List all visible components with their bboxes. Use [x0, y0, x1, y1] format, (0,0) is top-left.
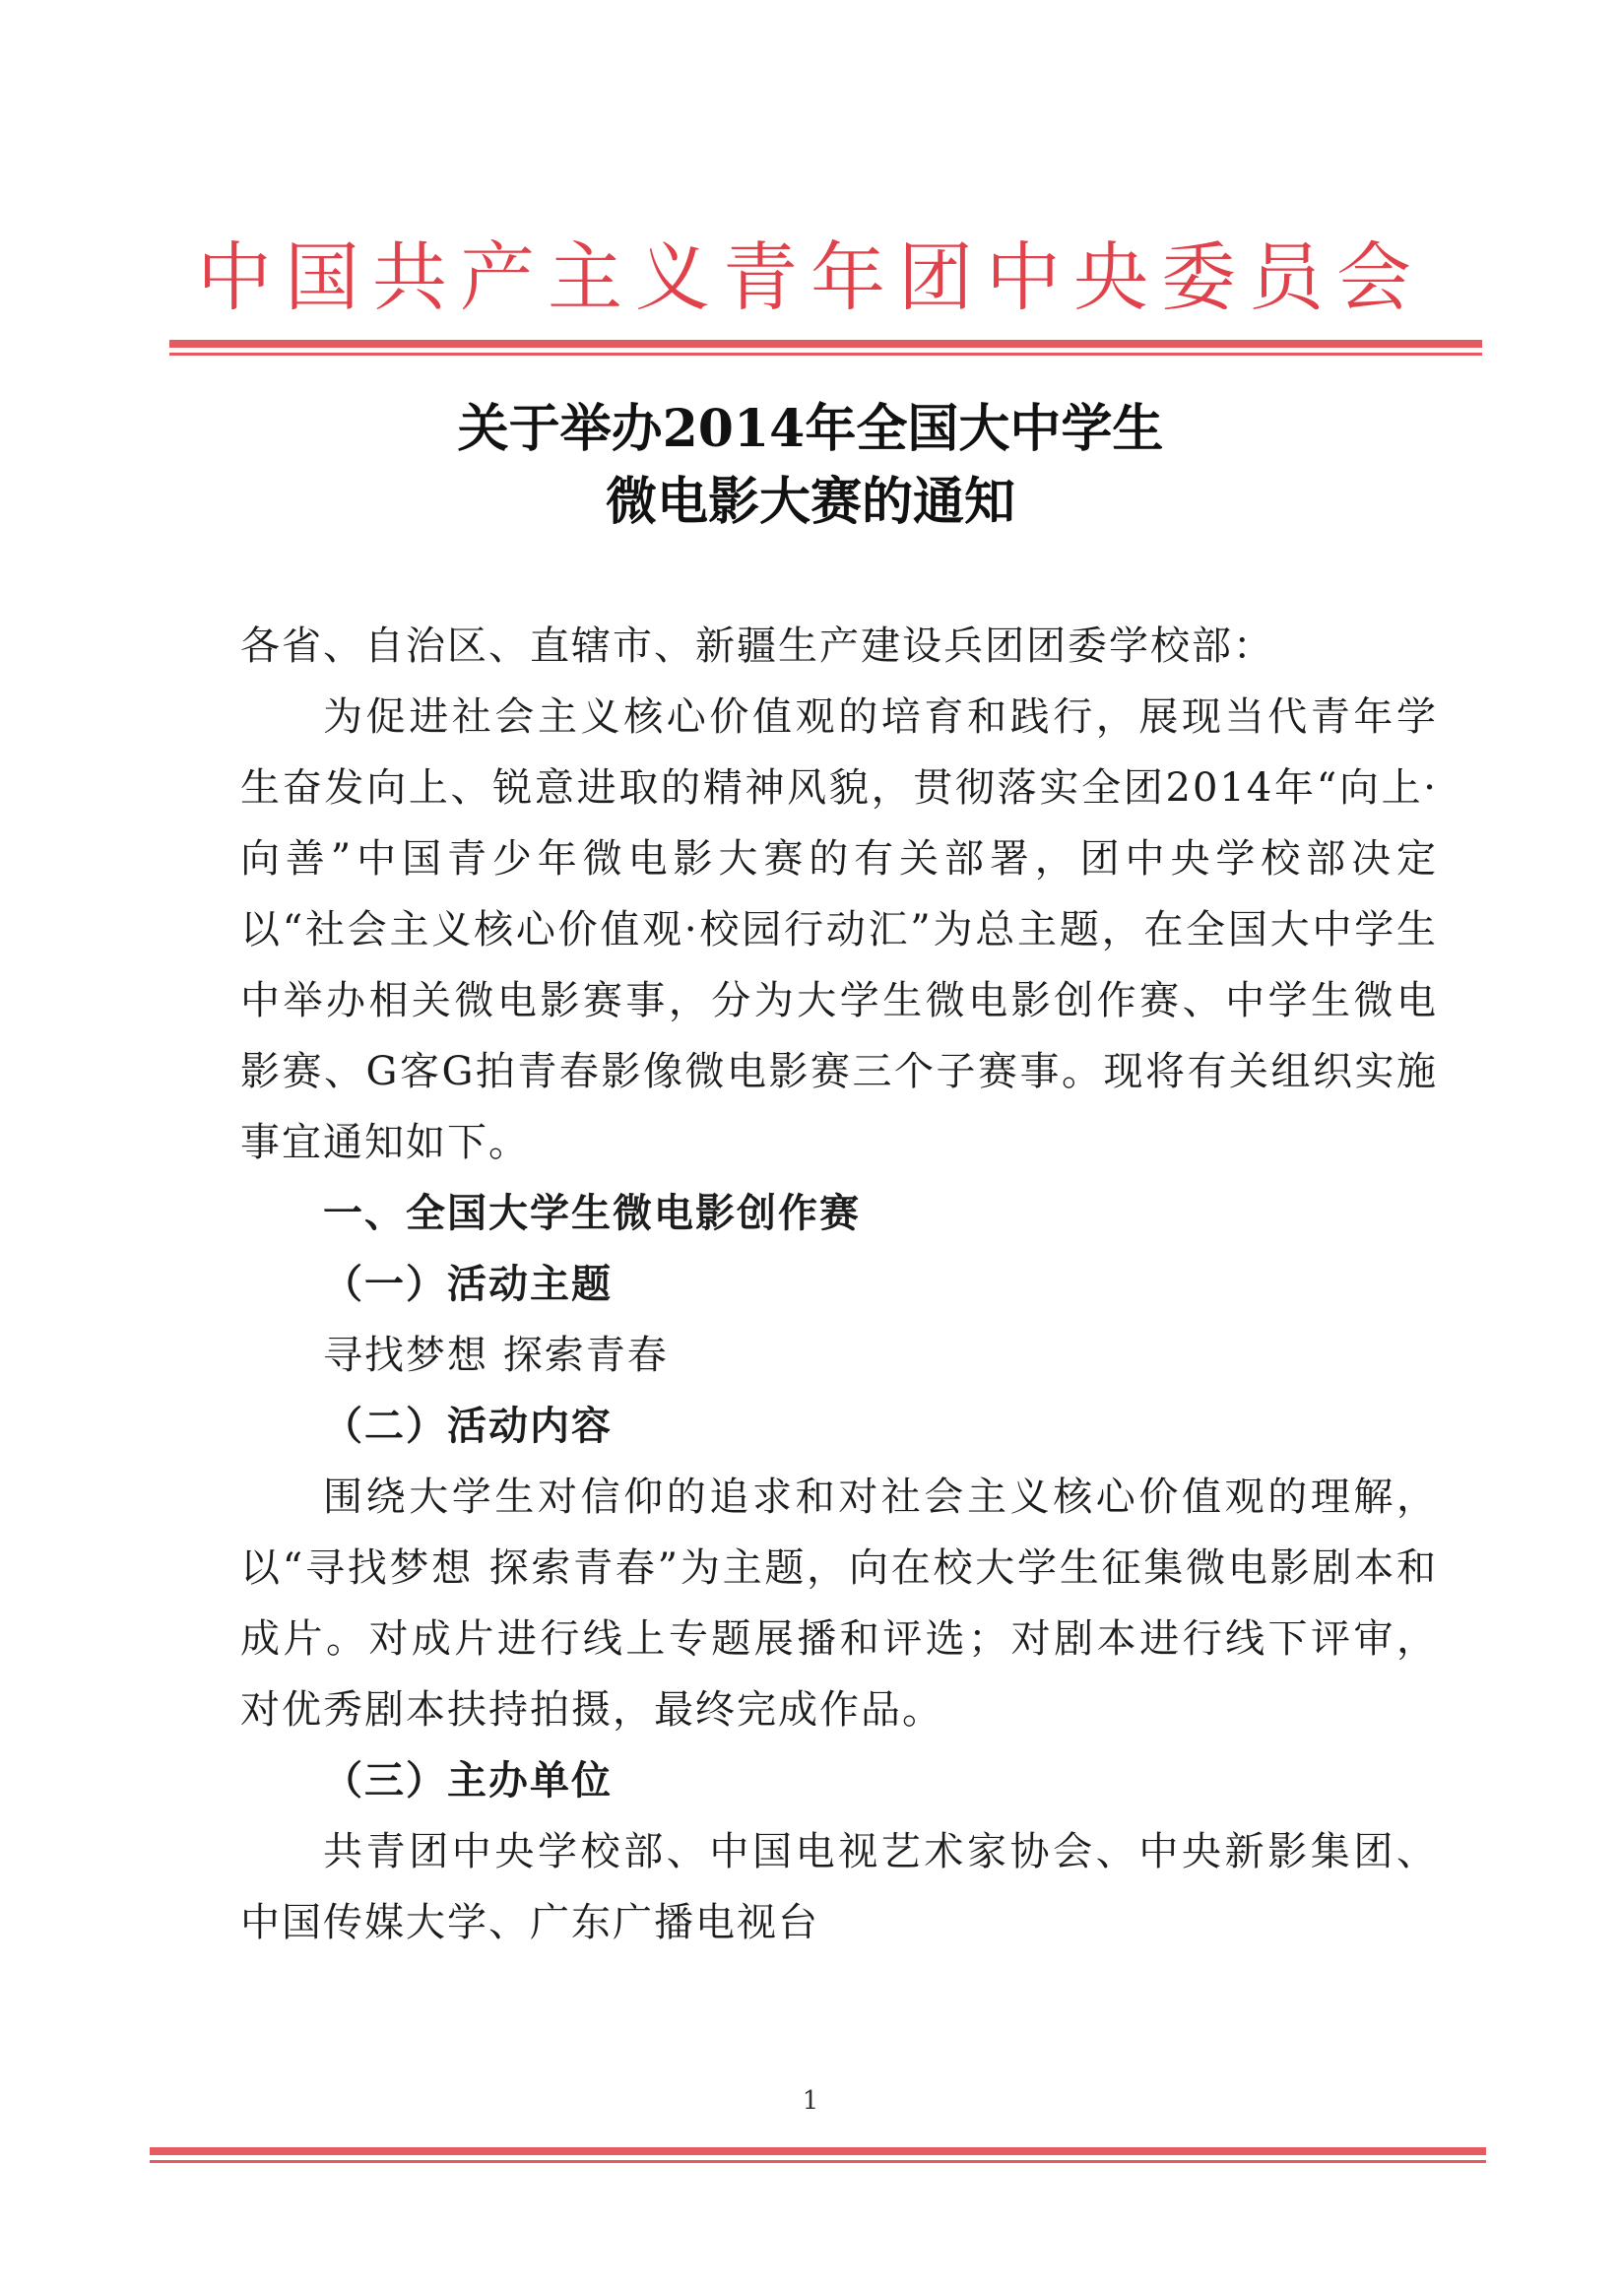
letterhead-rule-thick [169, 340, 1482, 348]
intro-paragraph: 为促进社会主义核心价值观的培育和践行，展现当代青年学生奋发向上、锐意进取的精神风貌，贯彻落实全团2014年“向上·向善”中国青少年微电影大赛的有关部署，团中央学校部决定以“社会主义核心价值观·校园行动汇”为总主题，在全国大中学生中举办相关微电影赛事，分为大学生微电影创作赛、中学生微电影赛、G客G拍青春影像微电影赛三个子赛事。现将有关组织实施事宜通知如下。 [240, 694, 1438, 1165]
letterhead-rule-thin [169, 353, 1482, 356]
footer-rule-thick [150, 2147, 1486, 2155]
document-body [240, 611, 1438, 1958]
organizer-paragraph: 共青团中央学校部、中国电视艺术家协会、中央新影集团、中国传媒大学、广东广播电视台 [240, 1829, 1438, 1945]
letterhead: 中国共产主义青年团中央委员会 [197, 233, 1424, 321]
section-heading: 一、全国大学生微电影创作赛 [323, 1191, 861, 1236]
content-heading: （二）活动内容 [323, 1403, 613, 1449]
theme-heading: （一）活动主题 [323, 1261, 613, 1307]
footer-rule-thin [150, 2160, 1486, 2163]
theme-text: 寻找梦想 探索青春 [323, 1333, 669, 1378]
organizer-heading: （三）主办单位 [323, 1757, 613, 1804]
document-title-line1: 关于举办2014年全国大中学生 [457, 399, 1164, 459]
content-paragraph: 围绕大学生对信仰的追求和对社会主义核心价值观的理解，以“寻找梦想 探索青春”为主题，向在校大学生征集微电影剧本和成片。对成片进行线上专题展播和评选；对剧本进行线下评审，对优秀剧本扶持拍摄，最终完成作品。 [240, 1475, 1438, 1733]
page-number: 1 [802, 2086, 819, 2116]
document-title-line2: 微电影大赛的通知 [605, 472, 1015, 532]
addressee: 各省、自治区、直辖市、新疆生产建设兵团团委学校部： [240, 623, 1274, 669]
